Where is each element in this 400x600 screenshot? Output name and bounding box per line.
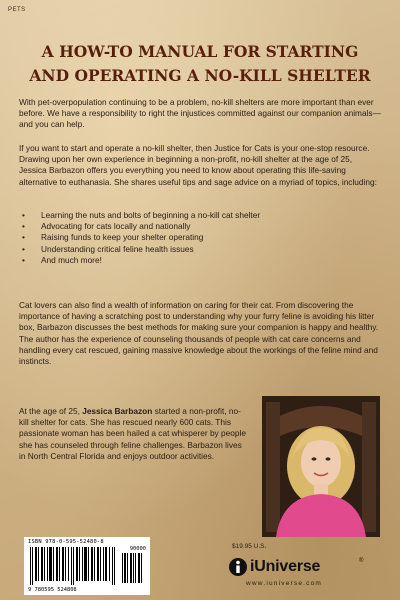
list-item: • And much more! [22,254,102,265]
headline-line-2: AND OPERATING A NO-KILL SHELTER [29,66,371,85]
price: $19.95 U.S. [232,543,267,550]
author-bio-text: started a non-profit, no-kill shelter for cats. She has rescued nearly 600 cats. This passionate woman has been hailed a cat whisperer by people she has counseled through feline challenges. Barbazon lives in North Central Florida and enjoys outdoor activities. [19,406,246,461]
cat-care-paragraph: Cat lovers can also find a wealth of information on caring for their cat. From discovering the importance of having a scratching post to understanding why your furry feline is avoiding his litter box, Barbazon discusses the best methods for making sure your companion is happy and healthy. The author has the experience of counseling thousands of people with cat care concerns and handling every cat rescued, gaining massive knowledge about the workings of the feline mind and instincts. [19,300,379,367]
list-item: • Advocating for cats locally and nationally [22,221,191,232]
topic-text: And much more! [41,254,102,265]
topic-text: Raising funds to keep your shelter operating [41,232,204,243]
topic-text: Advocating for cats locally and nationally [41,221,191,232]
iuniverse-logo-icon [228,557,248,577]
publisher-name: iUniverse [250,558,321,575]
price-code: 90000 [129,546,146,552]
isbn-label: ISBN 978-0-595-52480-8 [28,539,104,545]
lead-paragraph: If you want to start and operate a no-kill shelter, then Justice for Cats is your one-stop resource. Drawing upon her own experience in beginning a non-profit, no-kill shelter at the age of 25, Jessica Barbazon offers you everything you need to know about operating this life-saving alternative to euthanasia. She shares useful tips and sage advice on a myriad of topics, including: [19,143,377,187]
intro-paragraph: With pet-overpopulation continuing to be a problem, no-kill shelters are more important than ever before. We have a responsibility to right the injustices committed against our companion animals—and you can help. [19,97,381,130]
list-item: • Learning the nuts and bolts of beginning a no-kill cat shelter [22,210,261,220]
topic-text: Learning the nuts and bolts of beginning a no-kill cat shelter [41,210,261,220]
publisher-logo [228,556,378,578]
topic-text: Understanding critical feline health issues [41,243,194,254]
barcode-digits: 9 780595 524808 [28,587,77,593]
category-label: PETS [8,7,26,13]
headline-line-1: A HOW-TO MANUAL FOR STARTING [41,42,359,61]
topics-list [19,210,381,266]
list-item: • Raising funds to keep your shelter operating [22,232,204,243]
barcode [24,537,150,595]
author-bio [19,406,249,462]
barcode-bars [28,547,146,585]
author-name: Jessica Barbazon [82,406,153,416]
list-item: • Understanding critical feline health issues [22,243,194,254]
registered-mark: ® [359,558,364,564]
publisher-url: www.iuniverse.com [246,580,323,587]
headline [0,40,400,88]
author-photo [262,396,380,537]
author-bio-prefix: At the age of 25, [19,406,83,416]
